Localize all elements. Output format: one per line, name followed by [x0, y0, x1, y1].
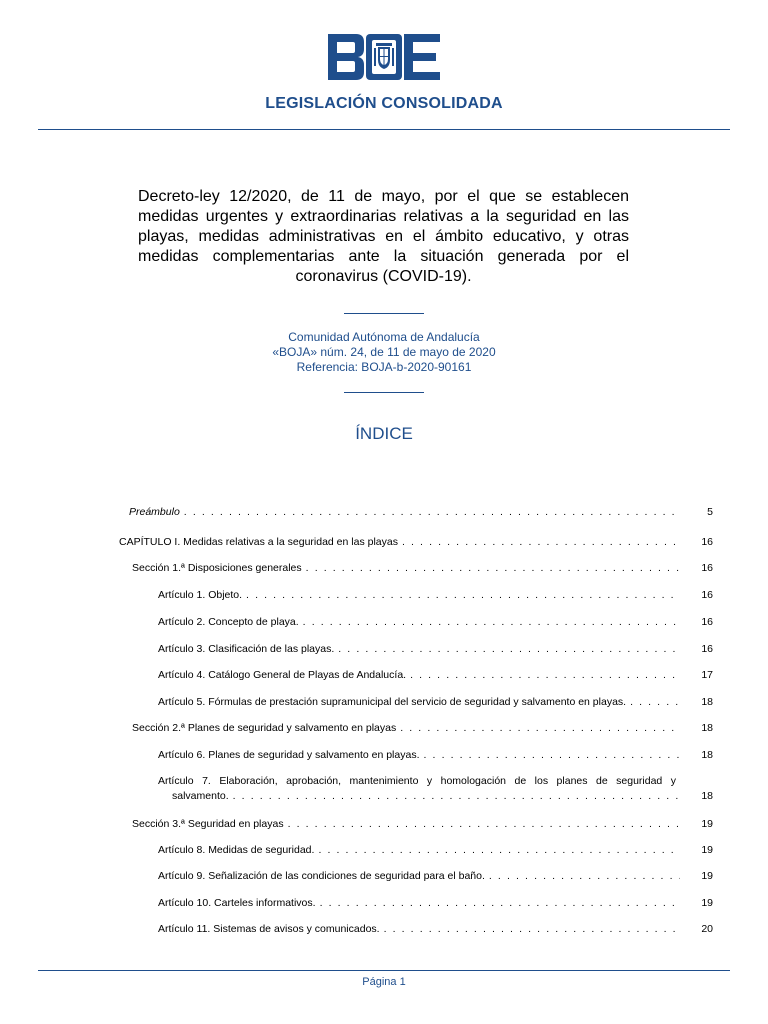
toc-leader-dots	[233, 789, 680, 803]
index-title: ÍNDICE	[355, 424, 413, 443]
toc-leader-dots	[424, 748, 681, 762]
toc-page-number: 16	[701, 562, 713, 574]
toc-page-number: 18	[701, 790, 713, 802]
toc-leader-dots	[303, 615, 680, 629]
toc-page-number: 16	[701, 643, 713, 655]
meta-community: Comunidad Autónoma de Andalucía	[288, 330, 480, 344]
toc-page-number: 17	[701, 669, 713, 681]
toc-page-number: 16	[701, 589, 713, 601]
toc-page-number: 18	[701, 749, 713, 761]
toc-page-number: 19	[701, 844, 713, 856]
toc-entry-label: Artículo 4. Catálogo General de Playas de Andalucía.	[158, 669, 407, 681]
toc-leader-dots	[402, 535, 680, 549]
document-title: Decreto-ley 12/2020, de 11 de mayo, por el que se establecen medidas urgentes y extraordinarias relativas a la seguridad en las playas, medidas administrativas en el ámbito educativo, y otras medidas complementarias ante la situación generada por el coronavirus (COVID-19).	[138, 188, 629, 285]
toc-leader-dots	[318, 843, 680, 857]
toc-page-number: 19	[701, 818, 713, 830]
toc-entry-label: Artículo 9. Señalización de las condiciones de seguridad para el baño.	[158, 870, 485, 882]
meta-boja: «BOJA» núm. 24, de 11 de mayo de 2020	[272, 345, 496, 359]
toc-entry-label-continued: salvamento.	[172, 790, 229, 802]
toc-entry-label: Artículo 1. Objeto.	[158, 589, 243, 601]
toc-entry-label: Sección 1.ª Disposiciones generales	[132, 562, 302, 574]
toc-leader-dots	[306, 561, 680, 575]
toc-entry-label: Artículo 3. Clasificación de las playas.	[158, 643, 335, 655]
toc-entry-label: Artículo 10. Carteles informativos.	[158, 897, 316, 909]
toc-leader-dots	[384, 922, 680, 936]
toc-entry-label: Artículo 8. Medidas de seguridad.	[158, 844, 315, 856]
toc-page-number: 5	[707, 506, 713, 518]
toc-page-number: 16	[701, 616, 713, 628]
toc-entry-label: Preámbulo	[129, 506, 180, 518]
toc-leader-dots	[320, 896, 680, 910]
meta-reference: Referencia: BOJA-b-2020-90161	[296, 360, 472, 374]
toc-entry-label: Artículo 6. Planes de seguridad y salvamento en playas.	[158, 749, 420, 761]
toc-entry-label: Artículo 2. Concepto de playa.	[158, 616, 299, 628]
toc-page-number: 19	[701, 870, 713, 882]
toc-leader-dots	[184, 505, 680, 519]
toc-leader-dots	[338, 642, 680, 656]
toc-page-number: 18	[701, 722, 713, 734]
toc-entry-label: Sección 3.ª Seguridad en playas	[132, 818, 284, 830]
page-number: Página 1	[362, 976, 406, 988]
toc-leader-dots	[400, 721, 680, 735]
toc-leader-dots	[489, 869, 680, 883]
toc-page-number: 18	[701, 696, 713, 708]
toc-leader-dots	[288, 817, 680, 831]
toc-entry-label: Artículo 11. Sistemas de avisos y comunicados.	[158, 923, 380, 935]
toc-entry-label: Artículo 5. Fórmulas de prestación supramunicipal del servicio de seguridad y salvamento en playas.	[158, 696, 627, 708]
toc-leader-dots	[246, 588, 680, 602]
toc-entry-label: Artículo 7. Elaboración, aprobación, mantenimiento y homologación de los planes de seguridad y	[158, 775, 676, 787]
toc-page-number: 19	[701, 897, 713, 909]
toc-page-number: 20	[701, 923, 713, 935]
footer-divider	[38, 970, 730, 971]
toc-leader-dots	[410, 668, 680, 682]
toc-leader-dots	[630, 695, 680, 709]
toc-entry-label: Sección 2.ª Planes de seguridad y salvamento en playas	[132, 722, 397, 734]
toc-entry-label: CAPÍTULO I. Medidas relativas a la seguridad en las playas	[119, 536, 398, 548]
toc-page-number: 16	[701, 536, 713, 548]
header-title: LEGISLACIÓN CONSOLIDADA	[265, 95, 503, 112]
